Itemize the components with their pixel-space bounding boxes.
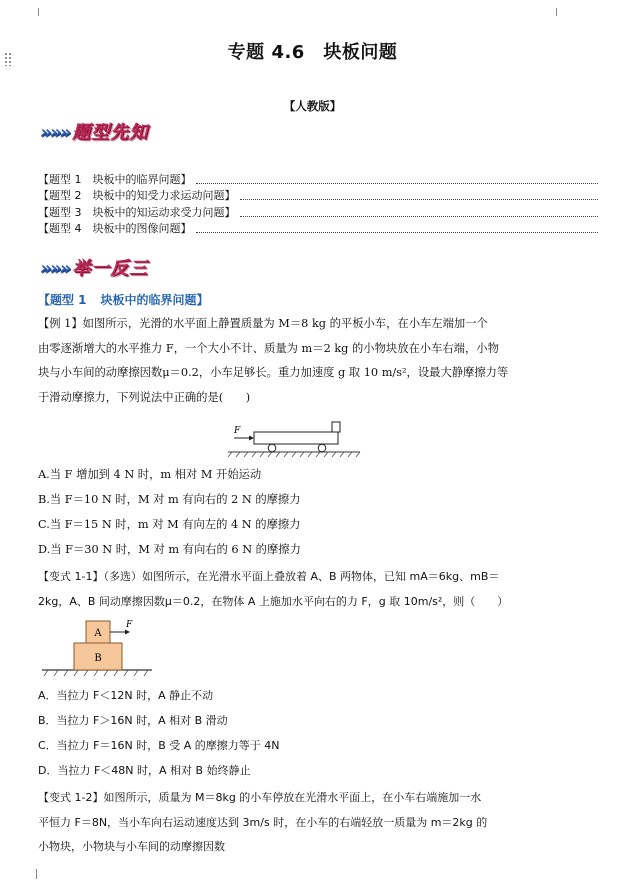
- banner-text: 举一反三: [72, 258, 149, 279]
- toc-entry[interactable]: 【题型 4 块板中的图像问题】: [38, 220, 598, 237]
- page-fade-overlay: [250, 832, 310, 858]
- section-banner-preview: [40, 118, 148, 144]
- arrows-icon: »»»: [40, 258, 70, 279]
- edition-label: 【人教版】: [283, 99, 342, 113]
- page-corner-mark: [30, 8, 39, 16]
- option-a[interactable]: A．当拉力 F＜12N 时，A 静止不动: [38, 689, 214, 702]
- section-banner-practice: [40, 254, 148, 280]
- cart-diagram: [228, 418, 368, 458]
- option-a[interactable]: A.当 F 增加到 4 N 时，m 相对 M 开始运动: [38, 468, 262, 481]
- table-of-contents: [38, 170, 598, 236]
- option-b[interactable]: B.当 F＝10 N 时，M 对 m 有向右的 2 N 的摩擦力: [38, 493, 301, 506]
- toc-entry[interactable]: 【题型 3 块板中的知运动求受力问题】: [38, 203, 598, 220]
- page-corner-mark: [556, 8, 565, 16]
- toc-entry[interactable]: 【题型 2 块板中的知受力求运动问题】: [38, 187, 598, 204]
- toc-entry[interactable]: 【题型 1 块板中的临界问题】: [38, 170, 598, 187]
- blocks-diagram: [40, 615, 155, 679]
- page-corner-mark: [28, 869, 37, 879]
- section-heading: 【题型 1 块板中的临界问题】: [38, 293, 209, 307]
- block-a-label: A: [94, 628, 102, 639]
- option-d[interactable]: D．当拉力 F＜48N 时，A 相对 B 始终静止: [38, 764, 251, 777]
- force-label: F: [126, 620, 133, 630]
- banner-text: 题型先知: [72, 122, 149, 143]
- variant-1-2-text: 【变式 1-2】如图所示，质量为 M＝8kg 的小车停放在光滑水平面上，在小车右端施加一水 平恒力 F＝8N，当小车向右运动速度达到 3m/s 时，在小车的右端轻放一质量为 m＝2kg 的 小物块，小物块与小车间的动摩擦因数: [38, 791, 488, 853]
- option-c[interactable]: C．当拉力 F＝16N 时，B 受 A 的摩擦力等于 4N: [38, 739, 280, 752]
- block-b-label: B: [94, 653, 102, 664]
- option-c[interactable]: C.当 F＝15 N 时，m 对 M 有向左的 4 N 的摩擦力: [38, 518, 301, 531]
- example-1-text: 【例 1】如图所示，光滑的水平面上静置质量为 M＝8 kg 的平板小车，在小车左端加一个 由零逐渐增大的水平推力 F，一个大小不计、质量为 m＝2 kg 的小物块放在小车右端，小物 块与小车间的动摩擦因数μ＝0.2，小车足够长。重力加速度 g 取 10 m/s²，设最大静摩擦力等 于滑动摩擦力，下列说法中正确的是( ): [38, 317, 509, 404]
- option-d[interactable]: D.当 F＝30 N 时，M 对 m 有向右的 6 N 的摩擦力: [38, 543, 301, 556]
- arrows-icon: »»»: [40, 122, 70, 143]
- page-title: 专题 4.6 块板问题: [227, 42, 398, 63]
- force-label: F: [234, 426, 241, 436]
- option-b[interactable]: B．当拉力 F＞16N 时，A 相对 B 滑动: [38, 714, 228, 727]
- variant-1-1-text: 【变式 1-1】（多选）如图所示，在光滑水平面上叠放着 A、B 两物体，已知 mA＝6kg、mB＝ 2kg，A、B 间动摩擦因数μ＝0.2，在物体 A 上施加水平向右的力 F，g 取 10m/s²，则（ ）: [38, 570, 509, 608]
